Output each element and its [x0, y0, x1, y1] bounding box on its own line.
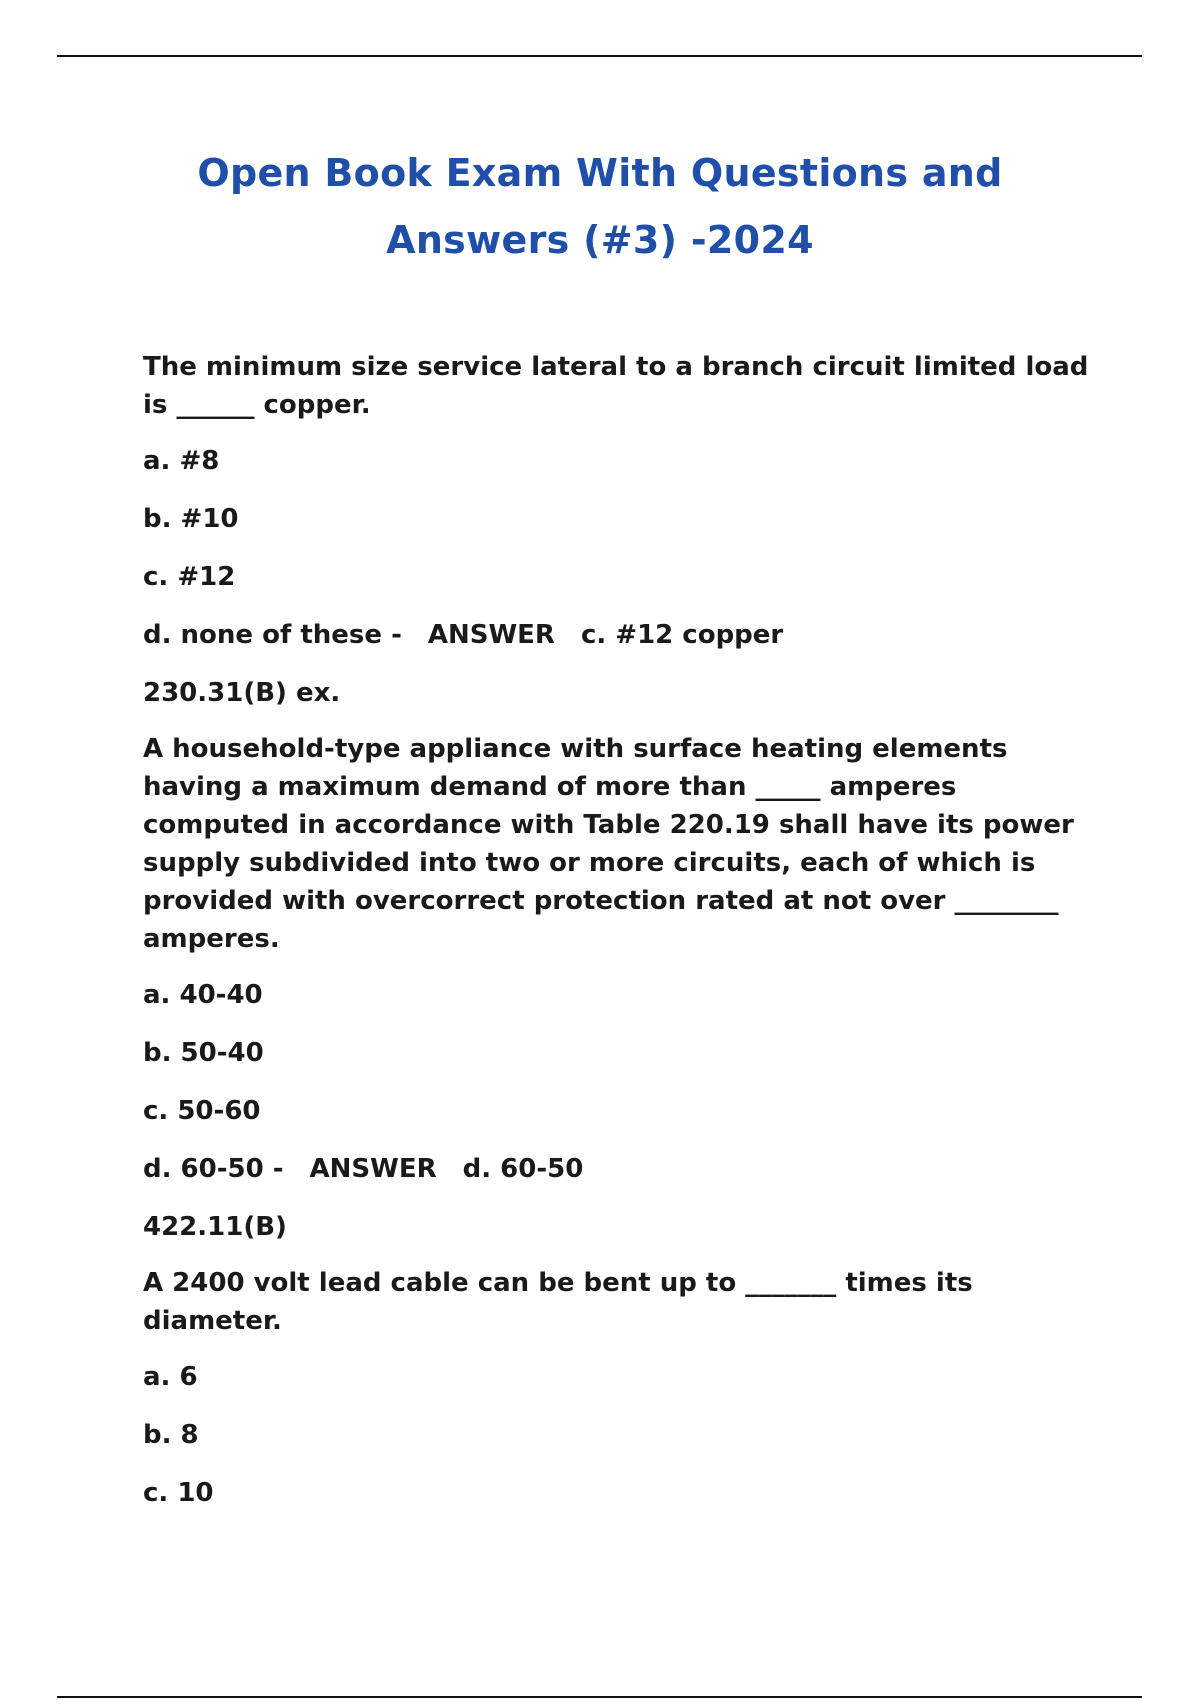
bottom-rule: [57, 1696, 1142, 1698]
question-1: [143, 348, 1103, 712]
option-d: d. 60-50 -: [143, 1154, 284, 1184]
question-3: [143, 1264, 1103, 1512]
option-c: c. 10: [143, 1478, 214, 1508]
option-a: a. 40-40: [143, 980, 263, 1010]
option-b: b. #10: [143, 504, 239, 534]
option-d-with-answer: [143, 616, 1103, 654]
option-d-with-answer: [143, 1150, 1103, 1188]
question-text: A 2400 volt lead cable can be bent up to _______ times its diameter.: [143, 1268, 982, 1336]
answer-value: d. 60-50: [462, 1154, 584, 1184]
option-c: c. 50-60: [143, 1096, 261, 1126]
option-d: d. none of these -: [143, 620, 402, 650]
answer-label: ANSWER: [309, 1154, 437, 1184]
title-line-2: Answers (#3) -2024: [386, 218, 814, 262]
answer-value: c. #12 copper: [580, 620, 784, 650]
question-2: [143, 730, 1103, 1246]
code-reference: 422.11(B): [143, 1212, 287, 1242]
answer-label: ANSWER: [427, 620, 555, 650]
top-rule: [57, 55, 1142, 57]
page-title: [0, 140, 1200, 274]
option-c: c. #12: [143, 562, 236, 592]
question-text: A household-type appliance with surface heating elements having a maximum demand of more than _____ amperes computed in accordance with Table 220.19 shall have its power supply subdivided into two or more circuits, each of which is provided with overcorrect protection rated at not over ________ amperes.: [143, 734, 1083, 954]
title-line-1: Open Book Exam With Questions and: [197, 151, 1003, 195]
option-a: a. 6: [143, 1362, 198, 1392]
option-b: b. 50-40: [143, 1038, 264, 1068]
question-text: The minimum size service lateral to a branch circuit limited load is ______ copper.: [143, 352, 1098, 420]
option-a: a. #8: [143, 446, 220, 476]
exam-content: [143, 348, 1103, 1532]
code-reference: 230.31(B) ex.: [143, 678, 341, 708]
option-b: b. 8: [143, 1420, 199, 1450]
